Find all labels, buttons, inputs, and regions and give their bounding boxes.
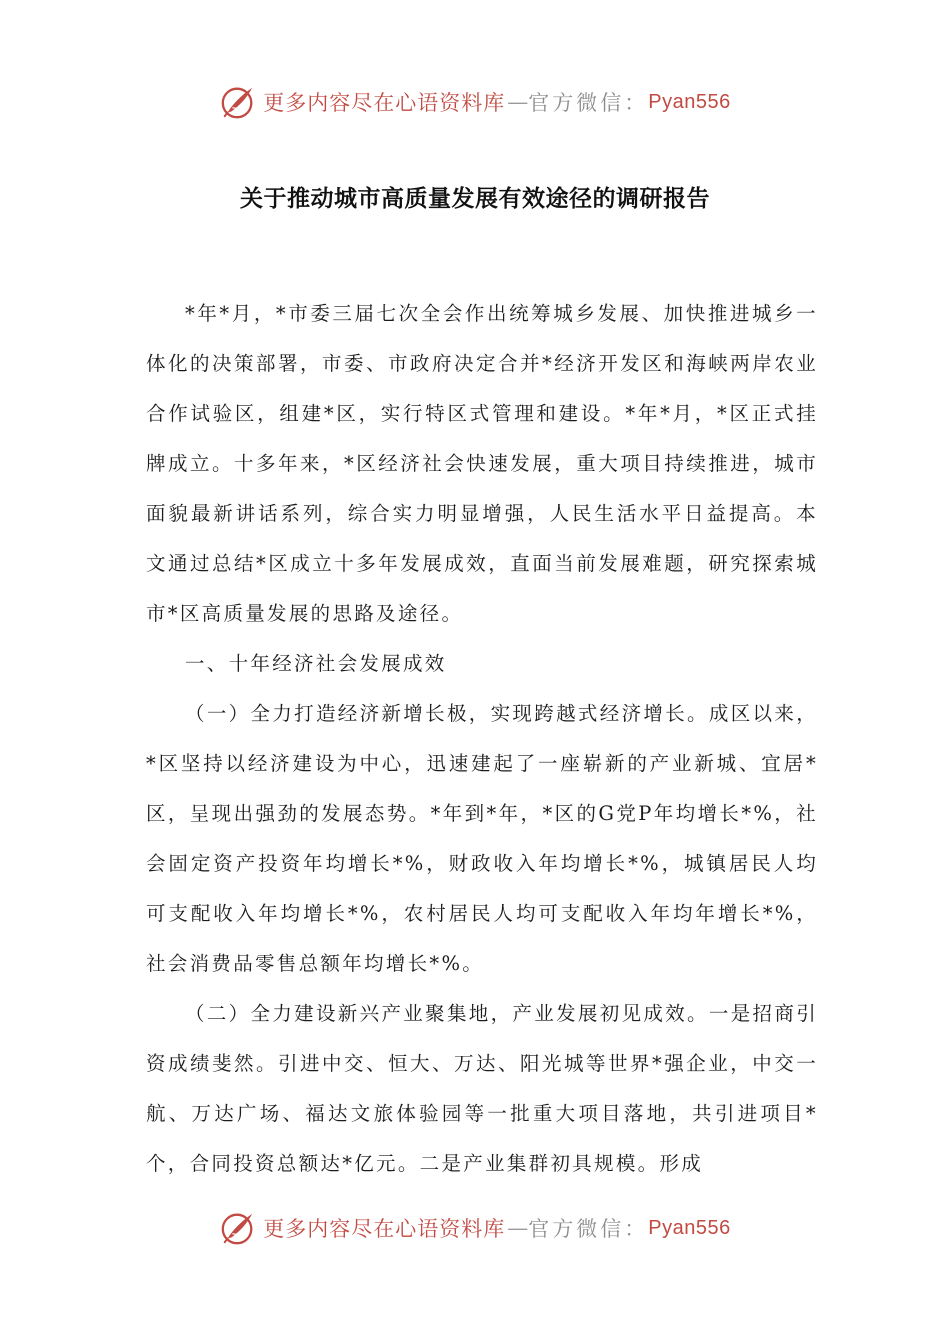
paragraph-industry-cluster: （二）全力建设新兴产业聚集地，产业发展初见成效。一是招商引资成绩斐然。引进中交、恒大、万达、阳光城等世界*强企业，中交一航、万达广场、福达文旅体验园等一批重大项目落地，共引进项目*个，合同投资总额达*亿元。二是产业集群初具规模。形成 <box>146 1002 818 1175</box>
paragraph-economic-growth: （一）全力打造经济新增长极，实现跨越式经济增长。成区以来，*区坚持以经济建设为中心，迅速建起了一座崭新的产业新城、宜居*区，呈现出强劲的发展态势。*年到*年，*区的G党P年均增长*%，社会固定资产投资年均增长*%，财政收入年均增长*%，城镇居民人均可支配收入年均增长*%，农村居民人均可支配收入年均年增长*%，社会消费品零售总额年均增长*%。 <box>146 702 818 975</box>
watermark-channel-text: 官方微信： <box>528 91 649 115</box>
watermark-separator: — <box>507 1216 527 1240</box>
quill-pen-icon <box>219 1209 257 1247</box>
section-heading: 一、十年经济社会发展成效 <box>185 652 447 675</box>
paragraph-intro: *年*月，*市委三届七次全会作出统筹城乡发展、加快推进城乡一体化的决策部署，市委、市政府决定合并*经济开发区和海峡两岸农业合作试验区，组建*区，实行特区式管理和建设。*年*月，*区正式挂牌成立。十多年来，*区经济社会快速发展，重大项目持续推进，城市面貌最新讲话系列，综合实力明显增强，人民生活水平日益提高。本文通过总结*区成立十多年发展成效，直面当前发展难题，研究探索城市*区高质量发展的思路及途径。 <box>146 302 818 625</box>
watermark-brand-text: 更多内容尽在心语资料库 <box>263 91 506 115</box>
watermark-account-id: Pyan556 <box>648 1216 731 1239</box>
header-watermark <box>0 82 950 122</box>
watermark-brand-text: 更多内容尽在心语资料库 <box>263 1217 506 1241</box>
footer-watermark <box>0 1208 950 1248</box>
watermark-channel-text: 官方微信： <box>528 1217 649 1241</box>
document-title: 关于推动城市高质量发展有效途径的调研报告 <box>240 186 710 212</box>
watermark-account-id: Pyan556 <box>648 90 731 113</box>
quill-pen-icon <box>219 83 257 121</box>
document-body <box>146 289 818 1189</box>
watermark-separator: — <box>507 90 527 114</box>
